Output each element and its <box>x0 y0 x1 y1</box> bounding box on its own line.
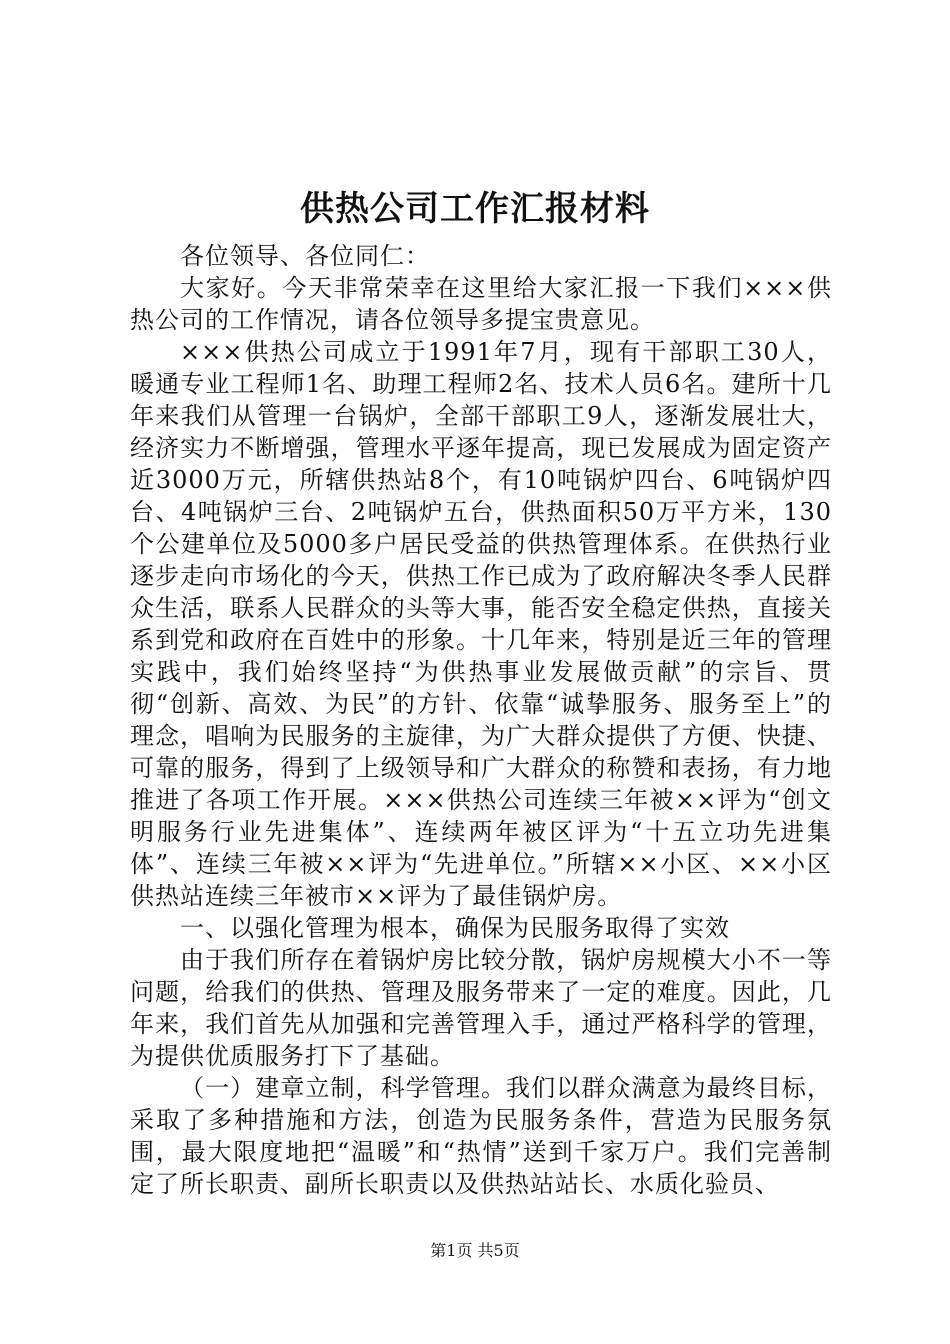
document-title: 供热公司工作汇报材料 <box>300 189 650 229</box>
paragraph-company-overview: ×××供热公司成立于1991年7月，现有干部职工30人，暖通专业工程师1名、助理工程师2名、技术人员6名。建所十几年来我们从管理一台锅炉，全部干部职工9人，逐渐发展壮大，经济实力不断增强，管理水平逐年提高，现已发展成为固定资产近3000万元，所辖供热站8个，有10吨锅炉四台、6吨锅炉四台、4吨锅炉三台、2吨锅炉五台，供热面积50万平方米，130个公建单位及5000多户居民受益的供热管理体系。在供热行业逐步走向市场化的今天，供热工作已成为了政府解决冬季人民群众生活，联系人民群众的头等大事，能否安全稳定供热，直接关系到党和政府在百姓中的形象。十几年来，特别是近三年的管理实践中，我们始终坚持“为供热事业发展做贡献”的宗旨、贯彻“创新、高效、为民”的方针、依靠“诚挚服务、服务至上”的理念，唱响为民服务的主旋律，为广大群众提供了方便、快捷、可靠的服务，得到了上级领导和广大群众的称赞和表扬，有力地推进了各项工作开展。×××供热公司连续三年被××评为“创文明服务行业先进集体”、连续两年被区评为“十五立功先进集体”、连续三年被××评为“先进单位。”所辖××小区、××小区供热站连续三年被市××评为了最佳锅炉房。 <box>130 338 832 910</box>
page-footer: 第1页 共5页 <box>430 1241 520 1260</box>
paragraph-greeting: 大家好。今天非常荣幸在这里给大家汇报一下我们×××供热公司的工作情况，请各位领导多提宝贵意见。 <box>130 274 832 334</box>
section-heading-1: 一、以强化管理为根本，确保为民服务取得了实效 <box>180 914 730 942</box>
document-body <box>130 240 832 1200</box>
paragraph-rules: （一）建章立制，科学管理。我们以群众满意为最终目标，采取了多种措施和方法，创造为民服务条件，营造为民服务氛围，最大限度地把“温暖”和“热情”送到千家万户。我们完善制定了所长职责、副所长职责以及供热站站长、水质化验员、 <box>130 1074 832 1198</box>
paragraph-salutation: 各位领导、各位同仁： <box>180 242 430 270</box>
paragraph-management-intro: 由于我们所存在着锅炉房比较分散，锅炉房规模大小不一等问题，给我们的供热、管理及服务带来了一定的难度。因此，几年来，我们首先从加强和完善管理入手，通过严格科学的管理，为提供优质服务打下了基础。 <box>130 946 832 1070</box>
